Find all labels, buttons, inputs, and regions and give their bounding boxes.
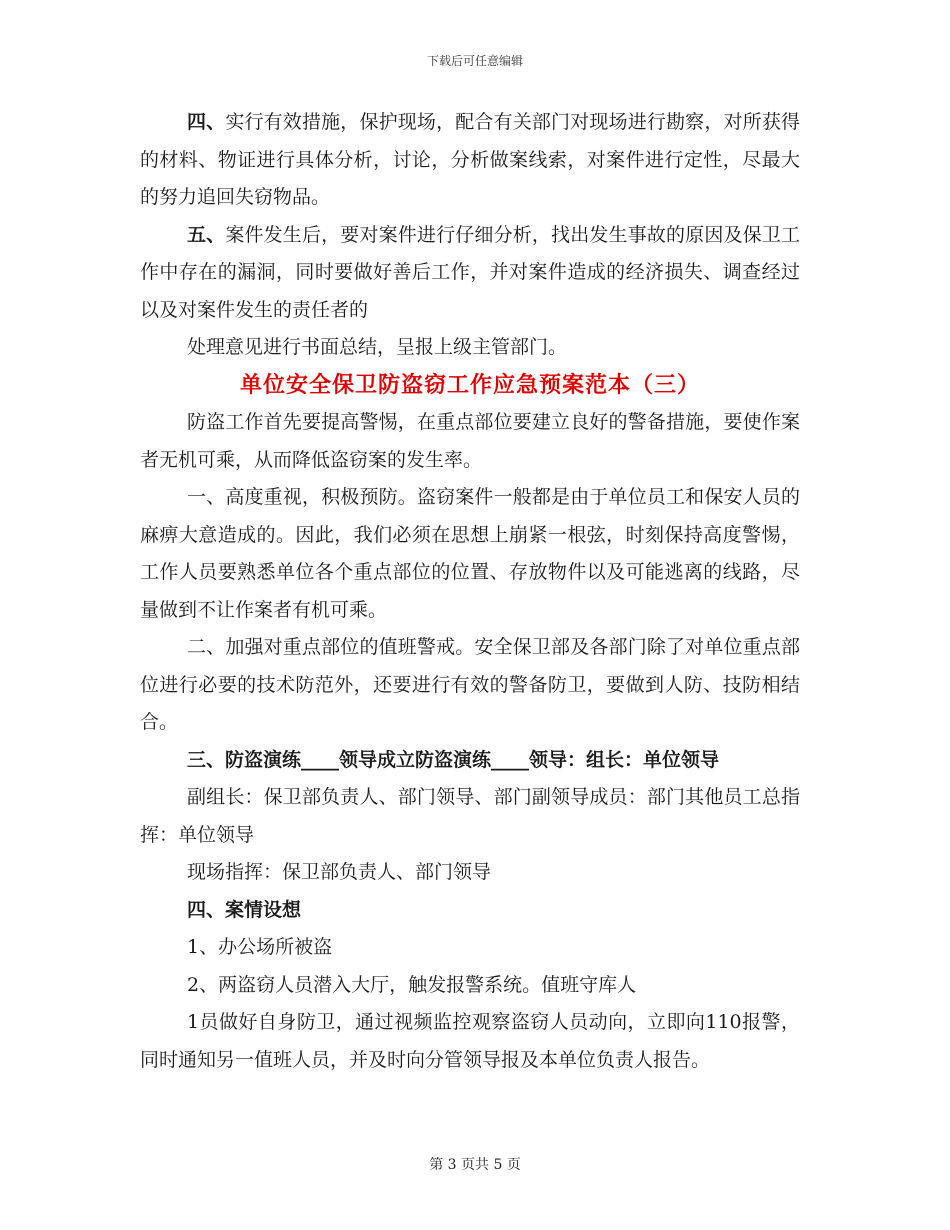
paragraph-point-3: 三、防盗演练____领导成立防盗演练____领导：组长：单位领导 xyxy=(187,748,720,771)
document-body xyxy=(140,104,800,1079)
section-4-body: 实行有效措施，保护现场，配合有关部门对现场进行勘察，对所获得的材料、物证进行具体分析，讨论，分析做案线索，对案件进行定性，尽最大的努力追回失窃物品。 xyxy=(140,111,800,208)
paragraph-section-5 xyxy=(140,217,800,330)
paragraph-point-1: 一、高度重视，积极预防。盗窃案件一般都是由于单位员工和保安人员的麻痹大意造成的。因此，我们必须在思想上崩紧一根弦，时刻保持高度警惕，工作人员要熟悉单位各个重点部位的位置、存放物件以及可能逃离的线路，尽量做到不让作案者有机可乘。 xyxy=(140,486,800,621)
paragraph-deputy: 副组长：保卫部负责人、部门领导、部门副领导成员：部门其他员工总指挥：单位领导 xyxy=(140,786,800,846)
page-footer: 第 3 页共 5 页 xyxy=(429,1157,521,1173)
page-header: 下载后可任意编辑 xyxy=(426,54,523,68)
paragraph-section-4 xyxy=(140,104,800,217)
document-title: 单位安全保卫防盗窃工作应急预案范本（三） xyxy=(239,371,700,398)
paragraph-item-1: 1、办公场所被盗 xyxy=(187,936,333,958)
paragraph-item-2: 2、两盗窃人员潜入大厅，触发报警系统。值班守库人 xyxy=(187,973,637,996)
paragraph-point-4-title: 四、案情设想 xyxy=(187,898,302,921)
paragraph-onsite-command: 现场指挥：保卫部负责人、部门领导 xyxy=(187,861,492,883)
section-4-lead: 四、 xyxy=(187,111,226,133)
paragraph-item-2-continued: 1员做好自身防卫，通过视频监控观察盗窃人员动向，立即向110报警，同时通知另一值班人员，并及时向分管领导报及本单位负责人报告。 xyxy=(140,1011,800,1071)
section-5-body: 案件发生后，要对案件进行仔细分析，找出发生事故的原因及保卫工作中存在的漏洞，同时要做好善后工作，并对案件造成的经济损失、调查经过以及对案件发生的责任者的 xyxy=(140,223,800,321)
paragraph-continuation: 处理意见进行书面总结，呈报上级主管部门。 xyxy=(187,336,568,358)
paragraph-intro: 防盗工作首先要提高警惕，在重点部位要建立良好的警备措施，要使作案者无机可乘，从而降低盗窃案的发生率。 xyxy=(140,411,800,471)
section-5-lead: 五、 xyxy=(187,223,226,246)
paragraph-point-2: 二、加强对重点部位的值班警戒。安全保卫部及各部门除了对单位重点部位进行必要的技术防范外，还要进行有效的警备防卫，要做到人防、技防相结合。 xyxy=(140,636,800,733)
